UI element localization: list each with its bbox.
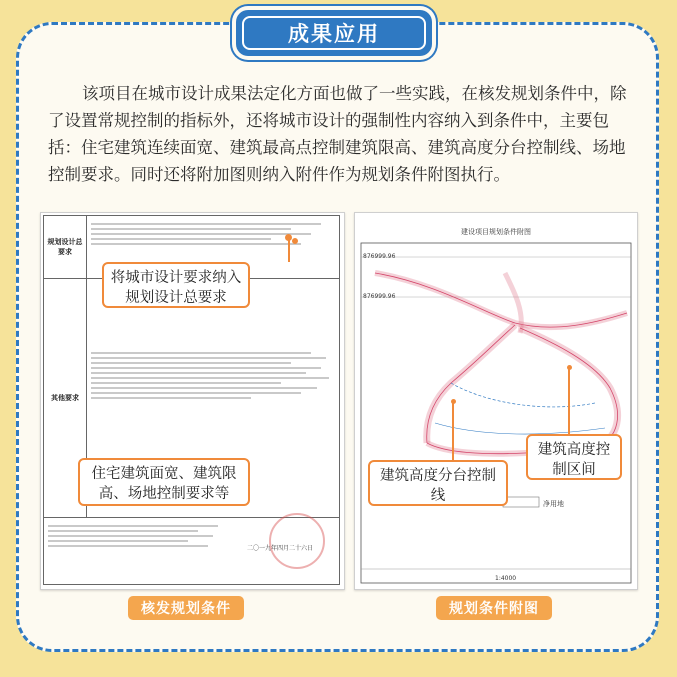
callout-other-requirements: 住宅建筑面宽、建筑限高、场地控制要求等 bbox=[78, 458, 250, 506]
caption-right: 规划条件附图 bbox=[436, 596, 552, 620]
map-title: 建设项目规划条件附图 bbox=[461, 228, 531, 236]
official-seal bbox=[269, 513, 325, 569]
planning-conditions-map bbox=[354, 212, 638, 590]
caption-left: 核发规划条件 bbox=[128, 596, 244, 620]
callout-dot bbox=[285, 234, 292, 241]
callout-general-requirements: 将城市设计要求纳入规划设计总要求 bbox=[102, 262, 250, 308]
callout-connector bbox=[288, 238, 290, 262]
callout-connector-right bbox=[568, 366, 570, 436]
callout-connector-left bbox=[452, 400, 454, 462]
map-coordinate-mid: 876999.96 bbox=[363, 293, 396, 300]
intro-paragraph bbox=[48, 80, 632, 188]
section-title-text: 成果应用 bbox=[242, 16, 426, 50]
callout-height-step-line: 建筑高度分台控制线 bbox=[368, 460, 508, 506]
site-map bbox=[355, 213, 637, 589]
legend-label: 净用地 bbox=[543, 500, 564, 508]
map-coordinate-top: 876999.96 bbox=[363, 253, 396, 260]
map-scale: 1:4000 bbox=[495, 575, 517, 582]
intro-text: 该项目在城市设计成果法定化方面也做了一些实践，在核发规划条件中，除了设置常规控制的指标外，还将城市设计的强制性内容纳入到条件中，主要包括：住宅建筑连续面宽、建筑最高点控制建筑限高、建筑高度分台控制线、场地控制要求。同时还将附加图则纳入附件作为规划条件附图执行。 bbox=[48, 84, 627, 184]
section-title bbox=[236, 10, 432, 56]
row-label-other: 其他要求 bbox=[51, 394, 79, 402]
issue-date: 二〇一九年四月二十六日 bbox=[247, 545, 314, 552]
callout-height-range: 建筑高度控制区间 bbox=[526, 434, 622, 480]
row-label-general: 规划设计总要求 bbox=[47, 238, 83, 256]
